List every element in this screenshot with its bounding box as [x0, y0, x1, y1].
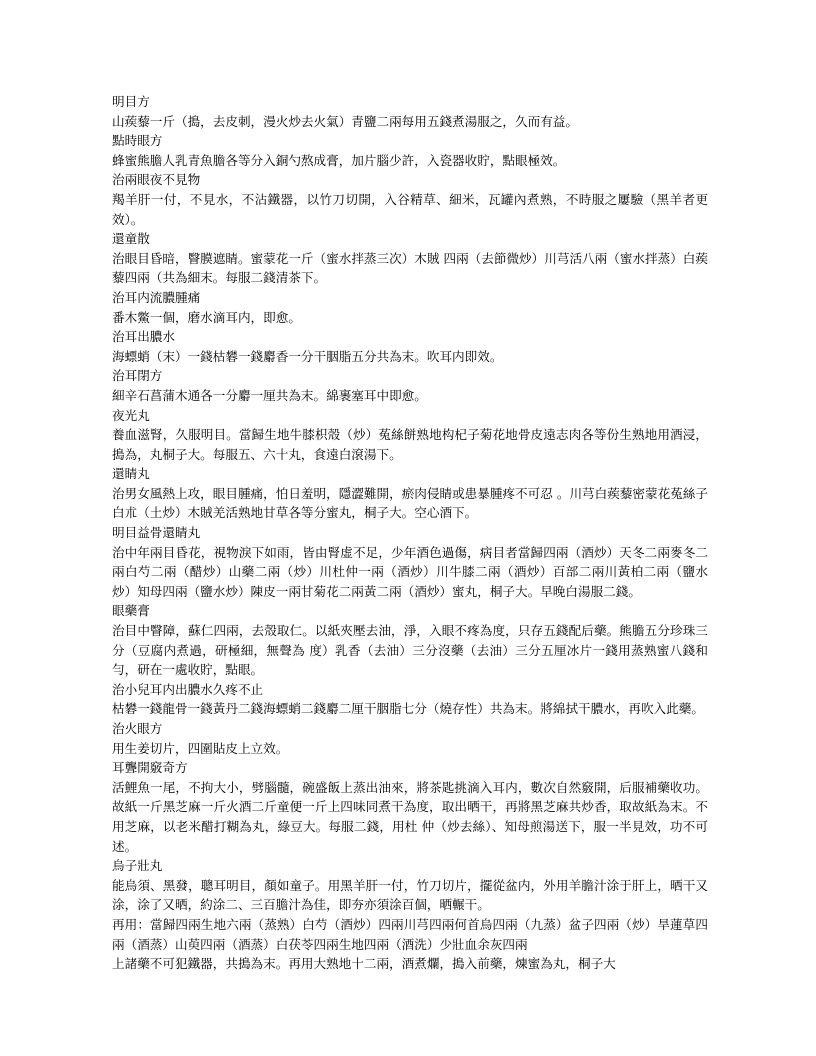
section-heading-wuziyanwan: 烏子壯丸	[112, 858, 163, 874]
paragraph-wuziyanwan-2: 再用：當歸四兩生地六兩（蒸熟）白芍（酒炒）四兩川芎四兩何首烏四兩（九蒸）盆子四兩（炒）旱蓮草四兩（酒蒸）山萸四兩（酒蒸）白茯苓四兩生地四兩（酒洗）少壯血余灰四兩	[112, 916, 708, 952]
section-heading-zhier-nongzhongtong: 治耳内流膿腫痛	[112, 289, 201, 305]
section-heading-dianshi: 點時眼方	[112, 133, 163, 149]
paragraph-zhihuoyan: 用生姜切片，四圍貼皮上立效。	[112, 740, 289, 756]
paragraph-zhixiaoerer: 枯礬一錢龍骨一錢黃丹二錢海螵蛸二錢麝二厘干胭脂七分（燒存性）共為末。將綿拭干膿水，再吹入此藥。	[112, 701, 704, 717]
section-heading-zhiliangyan: 治兩眼夜不見物	[112, 172, 201, 188]
paragraph-zhiliangyan: 羯羊肝一付，不見水，不沾鐵器，以竹刀切開，入谷精草、細米，瓦罐內煮熟，不時服之屢驗（黑羊者更效）。	[112, 191, 708, 227]
paragraph-mingliang: 山蒺藜一斤（搗，去皮刺，漫火炒去火氣）青鹽二兩每用五錢煮湯服之，久而有益。	[112, 113, 578, 129]
paragraph-mingmuyiqi: 治中年兩目昏花，視物淚下如雨，皆由腎虚不足，少年酒色過傷，病目者當歸四兩（酒炒）天冬二兩麥冬二兩白芍二兩（醋炒）山藥二兩（炒）川杜仲一兩（酒炒）川牛膝二兩（酒炒）百部二兩川黃柏二兩（鹽水炒）知母四兩（鹽水炒）陳皮一兩甘菊花二兩黃二兩（酒炒）蜜丸，桐子大。早晚白湯服二錢。	[112, 544, 708, 599]
section-heading-zhierbi: 治耳閉方	[112, 368, 163, 384]
paragraph-zhier-nongzhongtong: 番木鱉一個，磨水滴耳内，即愈。	[112, 309, 301, 325]
paragraph-yeguangwan: 養血滋腎，久服明目。當歸生地牛膝枳殼（炒）菟絲餅熟地构杞子菊花地骨皮遠志肉各等份生熟地用酒浸，搗為，丸桐子大。每服五、六十丸，食遠白滾湯下。	[112, 427, 708, 462]
paragraph-huanjingwan: 治男女風熱上攻，眼目腫痛，怕日羞明，隱澀難開，瘀肉侵睛或患暴腫疼不可忍 。川芎白蒺藜密蒙花菟絲子白朮（土炒）木賊羌活熟地甘草各等分蜜丸，桐子大。空心酒下。	[112, 485, 708, 521]
section-heading-zhierchunongshui: 治耳出膿水	[112, 329, 175, 345]
paragraph-huantong: 治眼目昏暗，瞖膜遮睛。蜜蒙花一斤（蜜水拌蒸三次）木賊 四兩（去節微炒）川芎活八兩（蜜水拌蒸）白蒺藜四兩（共為細末。每服二錢清茶下。	[112, 250, 708, 286]
section-heading-yeguangwan: 夜光丸	[112, 407, 150, 423]
section-heading-yanyaogao: 眼藥膏	[112, 603, 150, 619]
section-heading-huantong: 還童散	[112, 231, 150, 247]
paragraph-dianshi: 蜂蜜熊膽人乳青魚膽各等分入銅勺熬成膏，加片腦少許，入瓷器收貯，點眼極效。	[112, 152, 566, 168]
paragraph-wuziyanwan-3: 上諸藥不可犯鐵器，共搗為末。再用大熟地十二兩，酒煮爛，搗入前藥，煉蜜為丸，桐子大	[112, 956, 616, 972]
section-heading-mingmuyiqi: 明目益骨還睛丸	[112, 525, 201, 541]
paragraph-erlongkaiqiao: 活鯉魚一尾，不拘大小，劈腦髓，碗盛飯上蒸出油來，將茶匙挑滴入耳内，數次自然竅開，后服補藥收功。故紙一斤黑芝麻一斤火酒二斤童便一斤上四味同煮干為度，取出晒干，再將黑芝麻共炒香，取故紙為末。不用芝麻，以老米醋打糊為丸，綠豆大。每服二錢，用杜 仲（炒去絲）、知母煎湯送下，服一半見效，功不可述。	[112, 779, 708, 854]
section-heading-erlongkaiqiao: 耳聾開竅奇方	[112, 760, 188, 776]
paragraph-yanyaogao: 治目中瞖障，蘇仁四兩，去殼取仁。以紙夾壓去油，淨，入眼不疼為度，只存五錢配后藥。熊膽五分珍珠三分（豆腐内煮過，研極細，無聲為 度）乳香（去油）三分沒藥（去油）三分五厘冰片一錢用蒸熟蜜八錢和勻，研在一處收貯，點眼。	[112, 623, 708, 678]
section-heading-mingliang: 明目方	[112, 94, 150, 109]
document-body	[112, 92, 708, 974]
section-heading-zhihuoyan: 治火眼方	[112, 721, 163, 736]
section-heading-huanjingwan: 還睛丸	[112, 466, 150, 482]
paragraph-wuziyanwan-1: 能烏須、黑發，聰耳明目，顏如童子。用黑羊肝一付，竹刀切片，擺從盆内，外用羊膽汁涂于肝上，晒干又涂，涂了又晒，約涂二、三百膽汁為佳，即夯亦須涂百個，晒輾干。	[112, 877, 708, 913]
section-heading-zhixiaoerer: 治小兒耳内出膿水久疼不止	[112, 681, 264, 697]
paragraph-zhierchunongshui: 海螵蛸（末）一錢枯礬一錢麝香一分干胭脂五分共為末。吹耳内即效。	[112, 348, 503, 364]
paragraph-zhierbi: 細辛石菖蒲木通各一分麝一厘共為末。綿裹塞耳中即愈。	[112, 387, 427, 403]
